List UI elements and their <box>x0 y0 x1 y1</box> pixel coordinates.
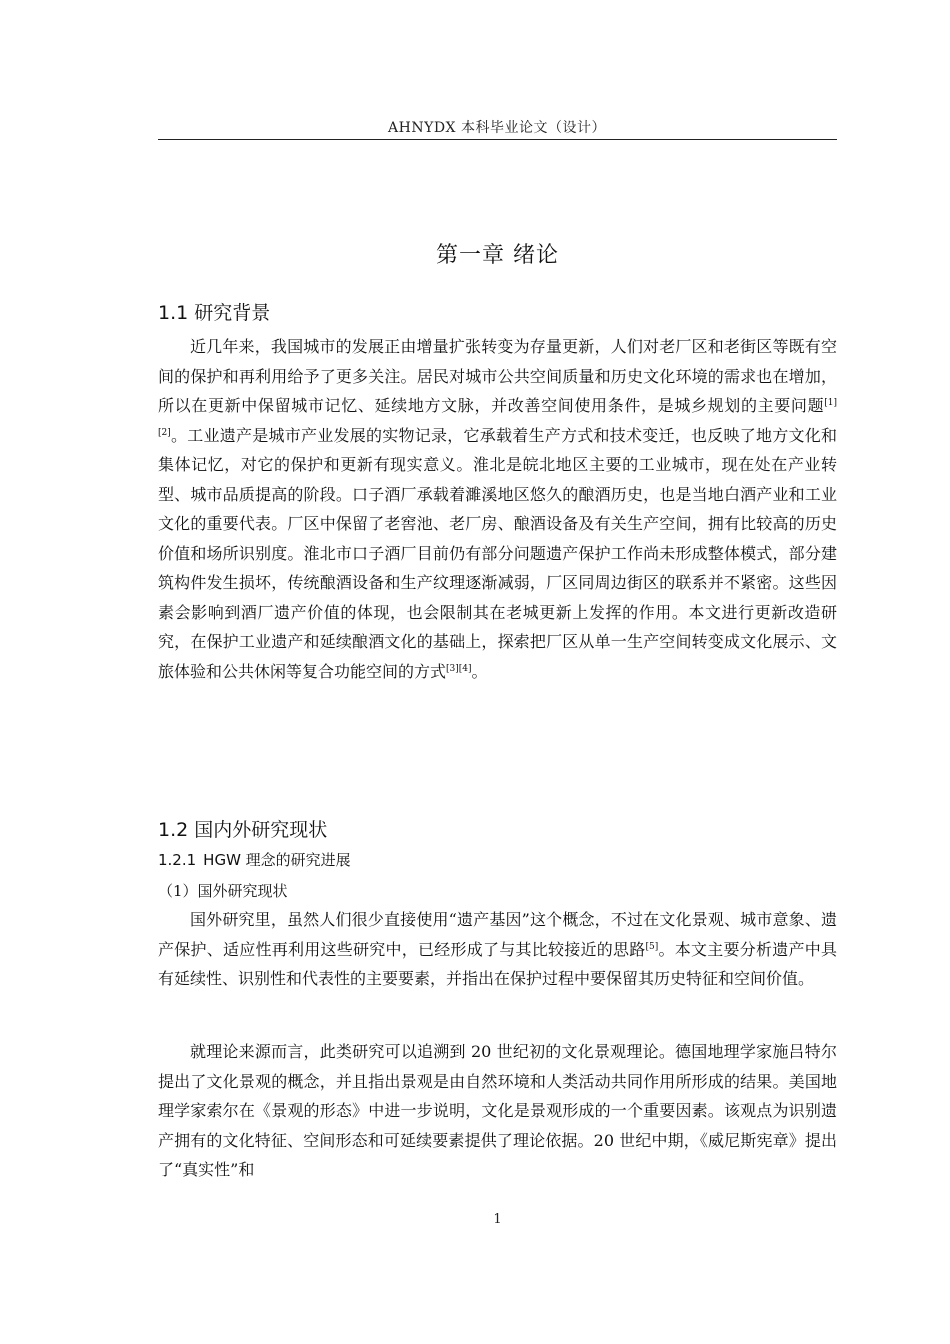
paragraph-theory-origin: 就理论来源而言，此类研究可以追溯到 20 世纪初的文化景观理论。德国地理学家施吕特尔提出了文化景观的概念，并且指出景观是由自然环境和人类活动共同作用所形成的结果。美国地理学家索尔在《景观的形态》中进一步说明，文化是景观形成的一个重要因素。该观点为识别遗产拥有的文化特征、空间形态和可延续要素提供了理论依据。20 世纪中期，《威尼斯宪章》提出了“真实性”和 <box>158 1042 837 1179</box>
paragraph-text: 。 <box>471 661 488 681</box>
section-heading-1-1: 1.1 研究背景 <box>158 302 271 324</box>
paragraph-text: 。本文主要分析遗产中具有延续性、识别性和代表性的主要要素，并指出在保护过程中要保留其历史特征和空间价值。 <box>158 939 837 988</box>
item-heading-foreign-research: （1）国外研究现状 <box>158 882 288 900</box>
subsection-number: 1.2.1 <box>158 851 197 869</box>
citation: [1][2] <box>158 398 837 438</box>
section-heading-1-2: 1.2 国内外研究现状 <box>158 819 328 841</box>
citation: [5] <box>645 941 659 952</box>
subsection-heading-1-2-1 <box>158 849 351 870</box>
header-rule <box>158 139 837 140</box>
citation: [3][4] <box>446 663 472 674</box>
running-header: AHNYDX 本科毕业论文（设计） <box>388 120 606 136</box>
page-number: 1 <box>493 1212 502 1227</box>
paragraph-foreign-research <box>158 905 837 994</box>
chapter-title: 第一章 绪论 <box>436 243 559 268</box>
subsection-title: HGW 理念的研究进展 <box>203 851 351 869</box>
paragraph-text: 国外研究里，虽然人们很少直接使用“遗产基因”这个概念，不过在文化景观、城市意象、遗产保护、适应性再利用这些研究中，已经形成了与其比较接近的思路 <box>158 910 837 959</box>
paragraph-text: 。工业遗产是城市产业发展的实物记录，它承载着生产方式和技术变迁，也反映了地方文化和集体记忆，对它的保护和更新有现实意义。淮北是皖北地区主要的工业城市，现在处在产业转型、城市品质提高的阶段。口子酒厂承载着濉溪地区悠久的酿酒历史，也是当地白酒产业和工业文化的重要代表。厂区中保留了老窖池、老厂房、酿酒设备及有关生产空间，拥有比较高的历史价值和场所识别度。淮北市口子酒厂目前仍有部分问题遗产保护工作尚未形成整体模式，部分建筑构件发生损坏，传统酿酒设备和生产纹理逐渐减弱，厂区同周边街区的联系并不紧密。这些因素会影响到酒厂遗产价值的体现，也会限制其在老城更新上发挥的作用。本文进行更新改造研究，在保护工业遗产和延续酿酒文化的基础上，探索把厂区从单一生产空间转变成文化展示、文旅体验和公共休闲等复合功能空间的方式 <box>158 425 837 681</box>
paragraph-research-background <box>158 332 837 686</box>
paragraph-text: 近几年来，我国城市的发展正由增量扩张转变为存量更新，人们对老厂区和老街区等既有空间的保护和再利用给予了更多关注。居民对城市公共空间质量和历史文化环境的需求也在增加，所以在更新中保留城市记忆、延续地方文脉，并改善空间使用条件，是城乡规划的主要问题 <box>158 337 837 415</box>
